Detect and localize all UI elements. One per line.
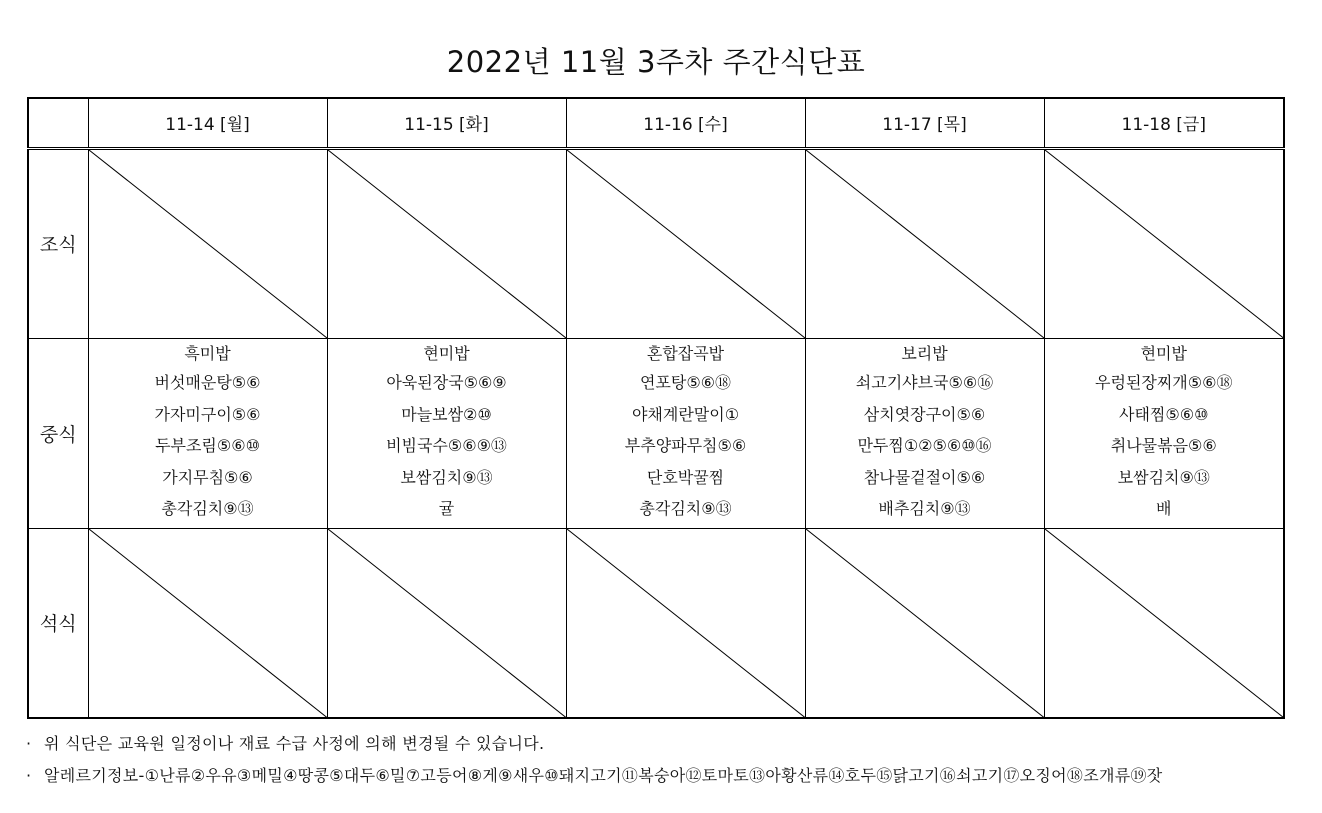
dish-item: 쇠고기샤브국⑤⑥⑯ [855,373,994,393]
dish-item: 마늘보쌈②⑩ [401,404,492,424]
dish-item: 현미밥 [1140,344,1187,364]
dinner-row [28,528,1284,718]
empty-cell [566,528,805,718]
day-header-mon: 11-14 [월] [88,98,327,148]
dish-list [89,341,327,525]
diagonal-slash [806,529,1044,718]
lunch-cell-wed [566,338,805,528]
diagonal-slash [1045,529,1284,718]
empty-cell [805,148,1044,338]
dish-item: 야채계란말이① [631,404,740,424]
diagonal-slash [328,529,566,718]
diagonal-slash [567,150,805,338]
day-header-fri: 11-18 [금] [1044,98,1284,148]
dish-item: 가지무침⑤⑥ [162,467,253,487]
dish-item: 버섯매운탕⑤⑥ [154,373,261,393]
dish-item: 만두찜①②⑤⑥⑩⑯ [857,436,992,456]
bullet-mark: · [26,734,32,753]
page-title: 2022년 11월 3주차 주간식단표 [446,45,866,79]
breakfast-row [28,148,1284,338]
dish-list [806,341,1044,525]
bullet-mark: · [26,766,32,785]
dish-item: 취나물볶음⑤⑥ [1110,436,1217,456]
dish-item: 배 [1156,499,1172,519]
diagonal-slash [89,529,327,718]
dish-item: 가자미구이⑤⑥ [154,404,261,424]
lunch-label: 중식 [28,338,88,528]
empty-cell [805,528,1044,718]
dish-list [328,341,566,525]
dish-item: 흑미밥 [184,344,231,364]
dish-item: 단호박꿀찜 [646,467,725,487]
allergy-info [26,760,1306,792]
empty-cell [88,148,327,338]
dish-item: 삼치엿장구이⑤⑥ [863,404,986,424]
diagonal-slash [328,150,566,338]
dish-item: 보쌈김치⑨⑬ [400,467,493,487]
dish-item: 연포탕⑤⑥⑱ [639,373,732,393]
dish-item: 보리밥 [901,344,948,364]
dish-item: 비빔국수⑤⑥⑨⑬ [386,436,507,456]
day-header-thu: 11-17 [목] [805,98,1044,148]
dish-item: 혼합잡곡밥 [646,344,725,364]
dish-item: 아욱된장국⑤⑥⑨ [386,373,507,393]
diagonal-slash [1045,150,1284,338]
empty-cell [327,148,566,338]
lunch-cell-mon [88,338,327,528]
empty-cell [1044,528,1284,718]
empty-cell [88,528,327,718]
dish-item: 배추김치⑨⑬ [878,499,971,519]
dish-item: 보쌈김치⑨⑬ [1117,467,1210,487]
diagonal-slash [567,529,805,718]
empty-cell [1044,148,1284,338]
date-header-row [28,98,1284,148]
dish-item: 부추양파무침⑤⑥ [624,436,747,456]
dish-item: 귤 [438,499,455,519]
dish-item: 참나물겉절이⑤⑥ [863,467,986,487]
dish-item: 사태찜⑤⑥⑩ [1119,404,1209,424]
empty-cell [327,528,566,718]
dish-item: 총각김치⑨⑬ [161,499,254,519]
dish-item: 총각김치⑨⑬ [639,499,732,519]
lunch-cell-tue [327,338,566,528]
lunch-row [28,338,1284,528]
day-header-tue: 11-15 [화] [327,98,566,148]
dinner-label: 석식 [28,528,88,718]
empty-cell [566,148,805,338]
dish-item: 현미밥 [423,344,470,364]
dish-list [567,341,805,525]
diagonal-slash [89,150,327,338]
lunch-cell-thu [805,338,1044,528]
corner-cell [28,98,88,148]
breakfast-label: 조식 [28,148,88,338]
allergy-info-text: 알레르기정보-①난류②우유③메밀④땅콩⑤대두⑥밀⑦고등어⑧게⑨새우⑩돼지고기⑪복숭아⑫토마토⑬아황산류⑭호두⑮닭고기⑯쇠고기⑰오징어⑱조개류⑲잣 [44,766,1163,785]
weekly-menu-table [27,97,1285,719]
diagonal-slash [806,150,1044,338]
change-notice-text: 위 식단은 교육원 일정이나 재료 수급 사정에 의해 변경될 수 있습니다. [44,734,545,753]
dish-list [1045,341,1284,525]
day-header-wed: 11-16 [수] [566,98,805,148]
footnotes [26,728,1306,792]
lunch-cell-fri [1044,338,1284,528]
dish-item: 우렁된장찌개⑤⑥⑱ [1095,373,1233,393]
dish-item: 두부조림⑤⑥⑩ [155,436,260,456]
change-notice [26,728,1306,760]
